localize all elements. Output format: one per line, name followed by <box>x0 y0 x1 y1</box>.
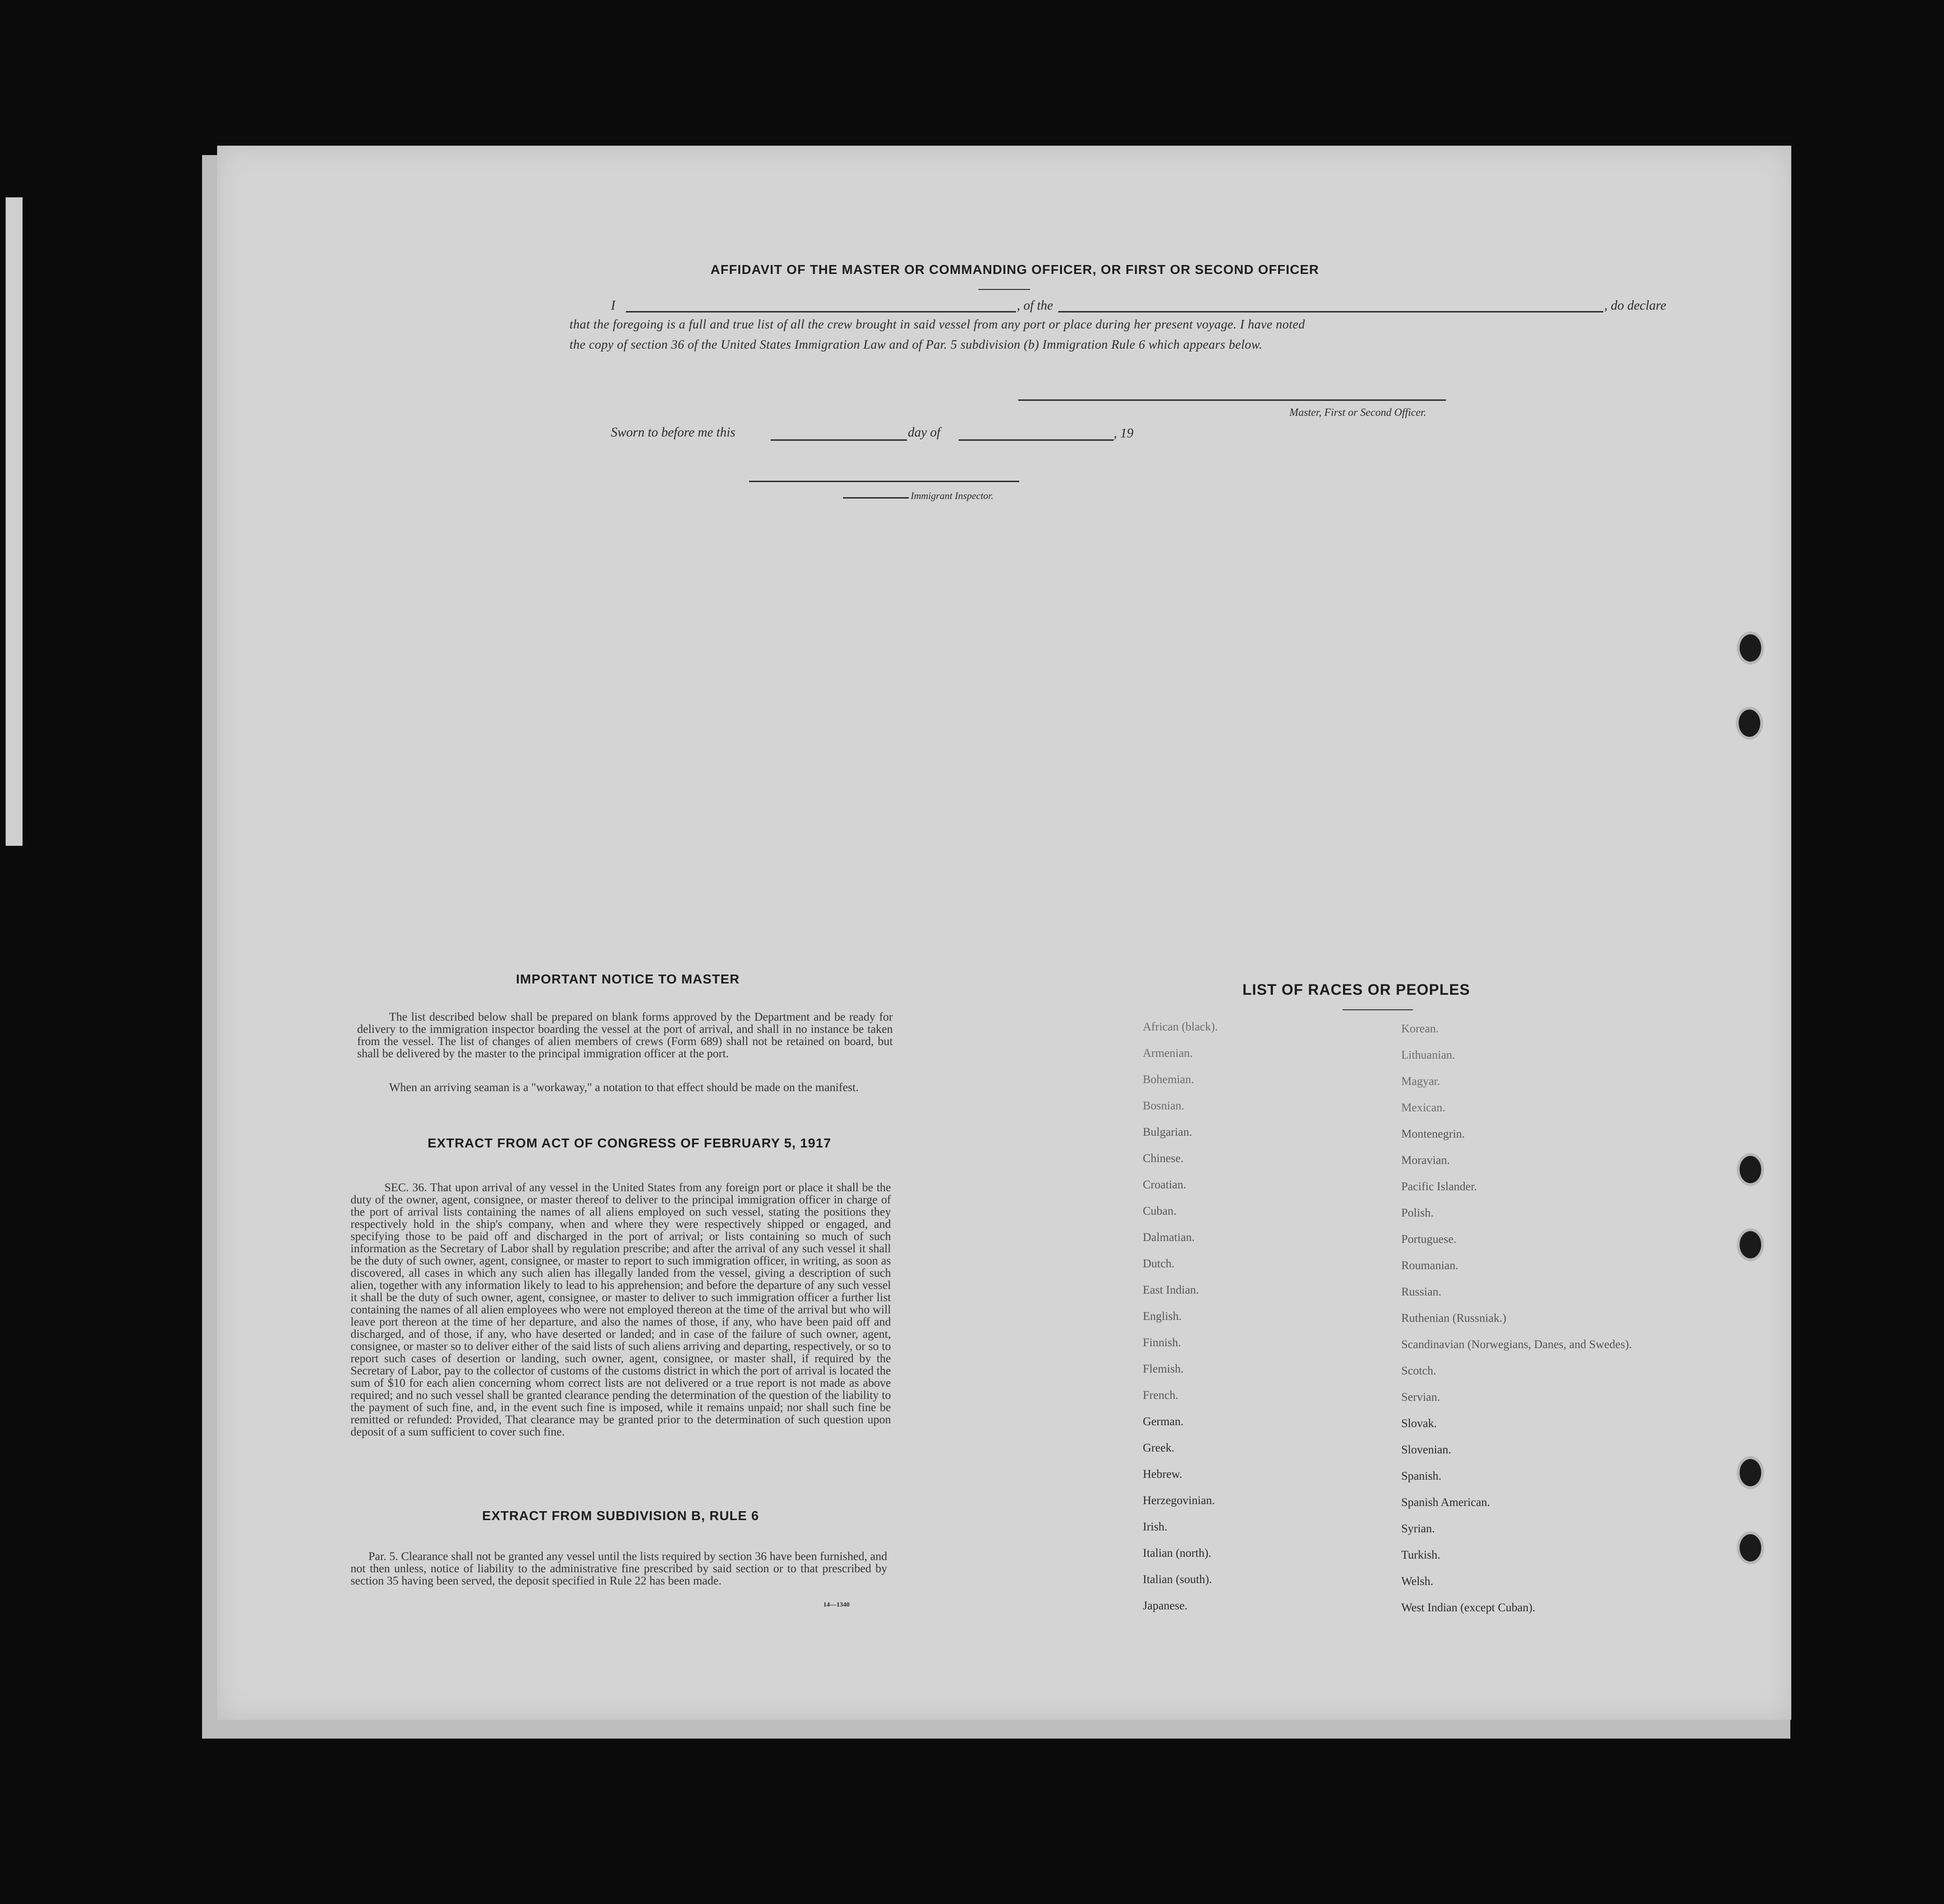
officer-signature-caption: Master, First or Second Officer. <box>1289 406 1427 418</box>
left-race-item: Greek. <box>1143 1442 1175 1454</box>
right-race-item: Roumanian. <box>1401 1259 1459 1272</box>
right-race-item: Servian. <box>1401 1391 1440 1404</box>
left-race-item: German. <box>1143 1415 1184 1428</box>
left-race-item: Irish. <box>1143 1521 1168 1533</box>
right-race-item: West Indian (except Cuban). <box>1401 1601 1536 1614</box>
act-extract-text-content: SEC. 36. That upon arrival of any vessel in the United States from any foreign port or place it shall be the duty of the owner, agent, consignee, or master thereof to deliver to the principal immigration officer in charge of the port of arrival lists containing the names of all aliens employed on such vessel, stating the positions they respectively hold in the ship's company, when and where they were respectively shipped or engaged, and specifying those to be paid off and discharged in the port of arrival; or lists containing so much of such information as the Secretary of Labor shall by regulation prescribe; and after the arrival of any such vessel it shall be the duty of such owner, agent, consignee, or master to report to such immigration officer, in writing, as soon as discovered, all cases in which any such alien has illegally landed from the vessel, giving a description of such alien, together with any information likely to lead to his apprehension; and before the departure of any such vessel it shall be the duty of such owner, agent, consignee, or master to deliver to such immigration officer a further list containing the names of all alien employees who were not employed thereon at the time of the arrival but who will leave port thereon at the time of her departure, and also the names of those, if any, who have been paid off and discharged, and of those, if any, who have deserted or landed; and in case of the failure of such owner, agent, consignee, or master so to deliver either of the said lists of such aliens arriving and departing, respectively, or so to report such cases of desertion or landing, such owner, agent, consignee, or master shall, if required by the Secretary of Labor, pay to the collector of customs of the customs district in which the port of arrival is located the sum of $10 for each alien concerning whom correct lists are not delivered or a true report is not made as above required; and no such vessel shall be granted clearance pending the determination of the question of the liability to the payment of such fine, and, in the event such fine is imposed, while it remains unpaid; nor shall such fine be remitted or refunded: Provided, That clearance may be granted prior to the determination of such question upon deposit of a sum sufficient to cover such fine. <box>351 1181 891 1438</box>
affidavit-title: AFFIDAVIT OF THE MASTER OR COMMANDING OFFICER, OR FIRST OR SECOND OFFICER <box>710 262 1319 277</box>
left-race-item: Flemish. <box>1143 1363 1184 1375</box>
notice-paragraph-1-text: The list described below shall be prepared on blank forms approved by the Department and be ready for delivery to the immigration inspector boarding the vessel at the port of arrival, and shall in no instance be taken from the vessel. The list of changes of alien members of crews (Form 689) shall not be retained on board, but shall be delivered by the master to the principal immigration officer at the port. <box>357 1011 893 1060</box>
inspector-caption: Immigrant Inspector. <box>911 490 994 501</box>
adjacent-page-edge <box>6 197 23 846</box>
inspector-short-line <box>843 497 909 499</box>
declaration-line-2: the copy of section 36 of the United States Immigration Law and of Par. 5 subdivision (b) Immigration Rule 6 which appears below. <box>570 337 1263 351</box>
right-race-item: Russian. <box>1401 1286 1442 1298</box>
left-race-item: Armenian. <box>1143 1047 1193 1060</box>
left-race-item: Bosnian. <box>1143 1100 1185 1112</box>
punch-hole <box>1739 710 1760 737</box>
document-page <box>217 146 1791 1720</box>
left-race-item: Herzegovinian. <box>1143 1494 1215 1507</box>
right-race-item: Welsh. <box>1401 1575 1434 1588</box>
form-number: 14—1340 <box>823 1601 850 1608</box>
right-race-item: Scotch. <box>1401 1365 1437 1377</box>
left-race-item: Bulgarian. <box>1143 1126 1192 1139</box>
inspector-signature-line[interactable] <box>749 481 1019 482</box>
right-race-item: Polish. <box>1401 1207 1434 1219</box>
right-race-item: Montenegrin. <box>1401 1128 1465 1140</box>
right-race-item: Syrian. <box>1401 1522 1435 1535</box>
left-race-item: Japanese. <box>1143 1600 1188 1612</box>
rule-extract-text <box>351 1551 887 1587</box>
right-race-item: Spanish. <box>1401 1470 1442 1483</box>
punch-hole <box>1740 1231 1761 1258</box>
races-right-column <box>1401 1022 1632 1628</box>
sworn-prefix: Sworn to before me this <box>611 425 735 440</box>
left-race-item: African (black). <box>1143 1021 1218 1033</box>
left-race-item: Finnish. <box>1143 1336 1181 1349</box>
act-extract-text <box>351 1182 891 1438</box>
rule-extract-title: EXTRACT FROM SUBDIVISION B, RULE 6 <box>482 1508 759 1523</box>
left-race-item: Croatian. <box>1143 1178 1187 1191</box>
left-race-item: East Indian. <box>1143 1284 1199 1296</box>
year-prefix: , 19 <box>1114 426 1133 441</box>
left-race-item: Bohemian. <box>1143 1073 1195 1086</box>
punch-hole <box>1740 634 1761 662</box>
races-left-column <box>1143 1021 1218 1626</box>
right-race-item: Pacific Islander. <box>1401 1180 1477 1193</box>
left-race-item: Italian (south). <box>1143 1573 1212 1586</box>
vessel-name-line[interactable] <box>1058 311 1603 312</box>
of-the-label: , of the <box>1017 298 1053 313</box>
left-race-item: Cuban. <box>1143 1205 1177 1217</box>
officer-signature-line[interactable] <box>1018 399 1446 401</box>
notice-paragraph-2 <box>357 1082 893 1094</box>
rule-extract-text-content: Par. 5. Clearance shall not be granted any vessel until the lists required by section 36 have been furnished, and not then unless, notice of liability to the administrative fine prescribed by said section or to that prescribed by section 35 having been served, the deposit specified in Rule 22 has been made. <box>351 1550 887 1587</box>
sworn-day-line[interactable] <box>771 439 907 441</box>
right-race-item: Magyar. <box>1401 1075 1440 1088</box>
right-race-item: Spanish American. <box>1401 1496 1490 1509</box>
left-race-item: French. <box>1143 1389 1179 1402</box>
races-title-rule <box>1343 1009 1413 1010</box>
punch-hole <box>1740 1156 1761 1183</box>
declarant-name-line[interactable] <box>626 311 1016 312</box>
do-declare-label: , do declare <box>1604 298 1666 313</box>
left-race-item: Italian (north). <box>1143 1547 1211 1560</box>
sworn-month-line[interactable] <box>959 439 1114 441</box>
left-race-item: Dutch. <box>1143 1257 1175 1270</box>
right-race-item: Moravian. <box>1401 1154 1450 1167</box>
right-race-item: Turkish. <box>1401 1549 1441 1561</box>
left-race-item: Hebrew. <box>1143 1468 1182 1481</box>
right-race-item: Mexican. <box>1401 1101 1445 1114</box>
right-race-item: Lithuanian. <box>1401 1049 1455 1061</box>
right-race-item: Slovak. <box>1401 1417 1437 1430</box>
left-race-item: English. <box>1143 1310 1182 1323</box>
declaration-line-1: that the foregoing is a full and true list of all the crew brought in said vessel from any port or place during her present voyage. I have noted <box>570 317 1305 331</box>
left-race-item: Dalmatian. <box>1143 1231 1195 1244</box>
races-title: LIST OF RACES OR PEOPLES <box>1242 981 1470 998</box>
title-rule <box>978 289 1030 290</box>
notice-paragraph-2-text: When an arriving seaman is a "workaway," a notation to that effect should be made on the manifest. <box>389 1081 859 1094</box>
right-race-item: Korean. <box>1401 1022 1439 1035</box>
right-race-item: Slovenian. <box>1401 1444 1452 1456</box>
punch-hole <box>1740 1459 1761 1486</box>
declarant-i-label: I <box>611 298 616 313</box>
right-race-item: Portuguese. <box>1401 1233 1457 1246</box>
punch-hole <box>1740 1534 1761 1561</box>
right-race-item: Scandinavian (Norwegians, Danes, and Swedes). <box>1401 1338 1632 1351</box>
act-extract-title: EXTRACT FROM ACT OF CONGRESS OF FEBRUARY 5, 1917 <box>428 1136 832 1150</box>
notice-paragraph-1 <box>357 1011 893 1060</box>
left-race-item: Chinese. <box>1143 1152 1184 1165</box>
right-race-item: Ruthenian (Russniak.) <box>1401 1312 1507 1325</box>
notice-title: IMPORTANT NOTICE TO MASTER <box>516 972 740 986</box>
day-of-label: day of <box>908 425 941 440</box>
